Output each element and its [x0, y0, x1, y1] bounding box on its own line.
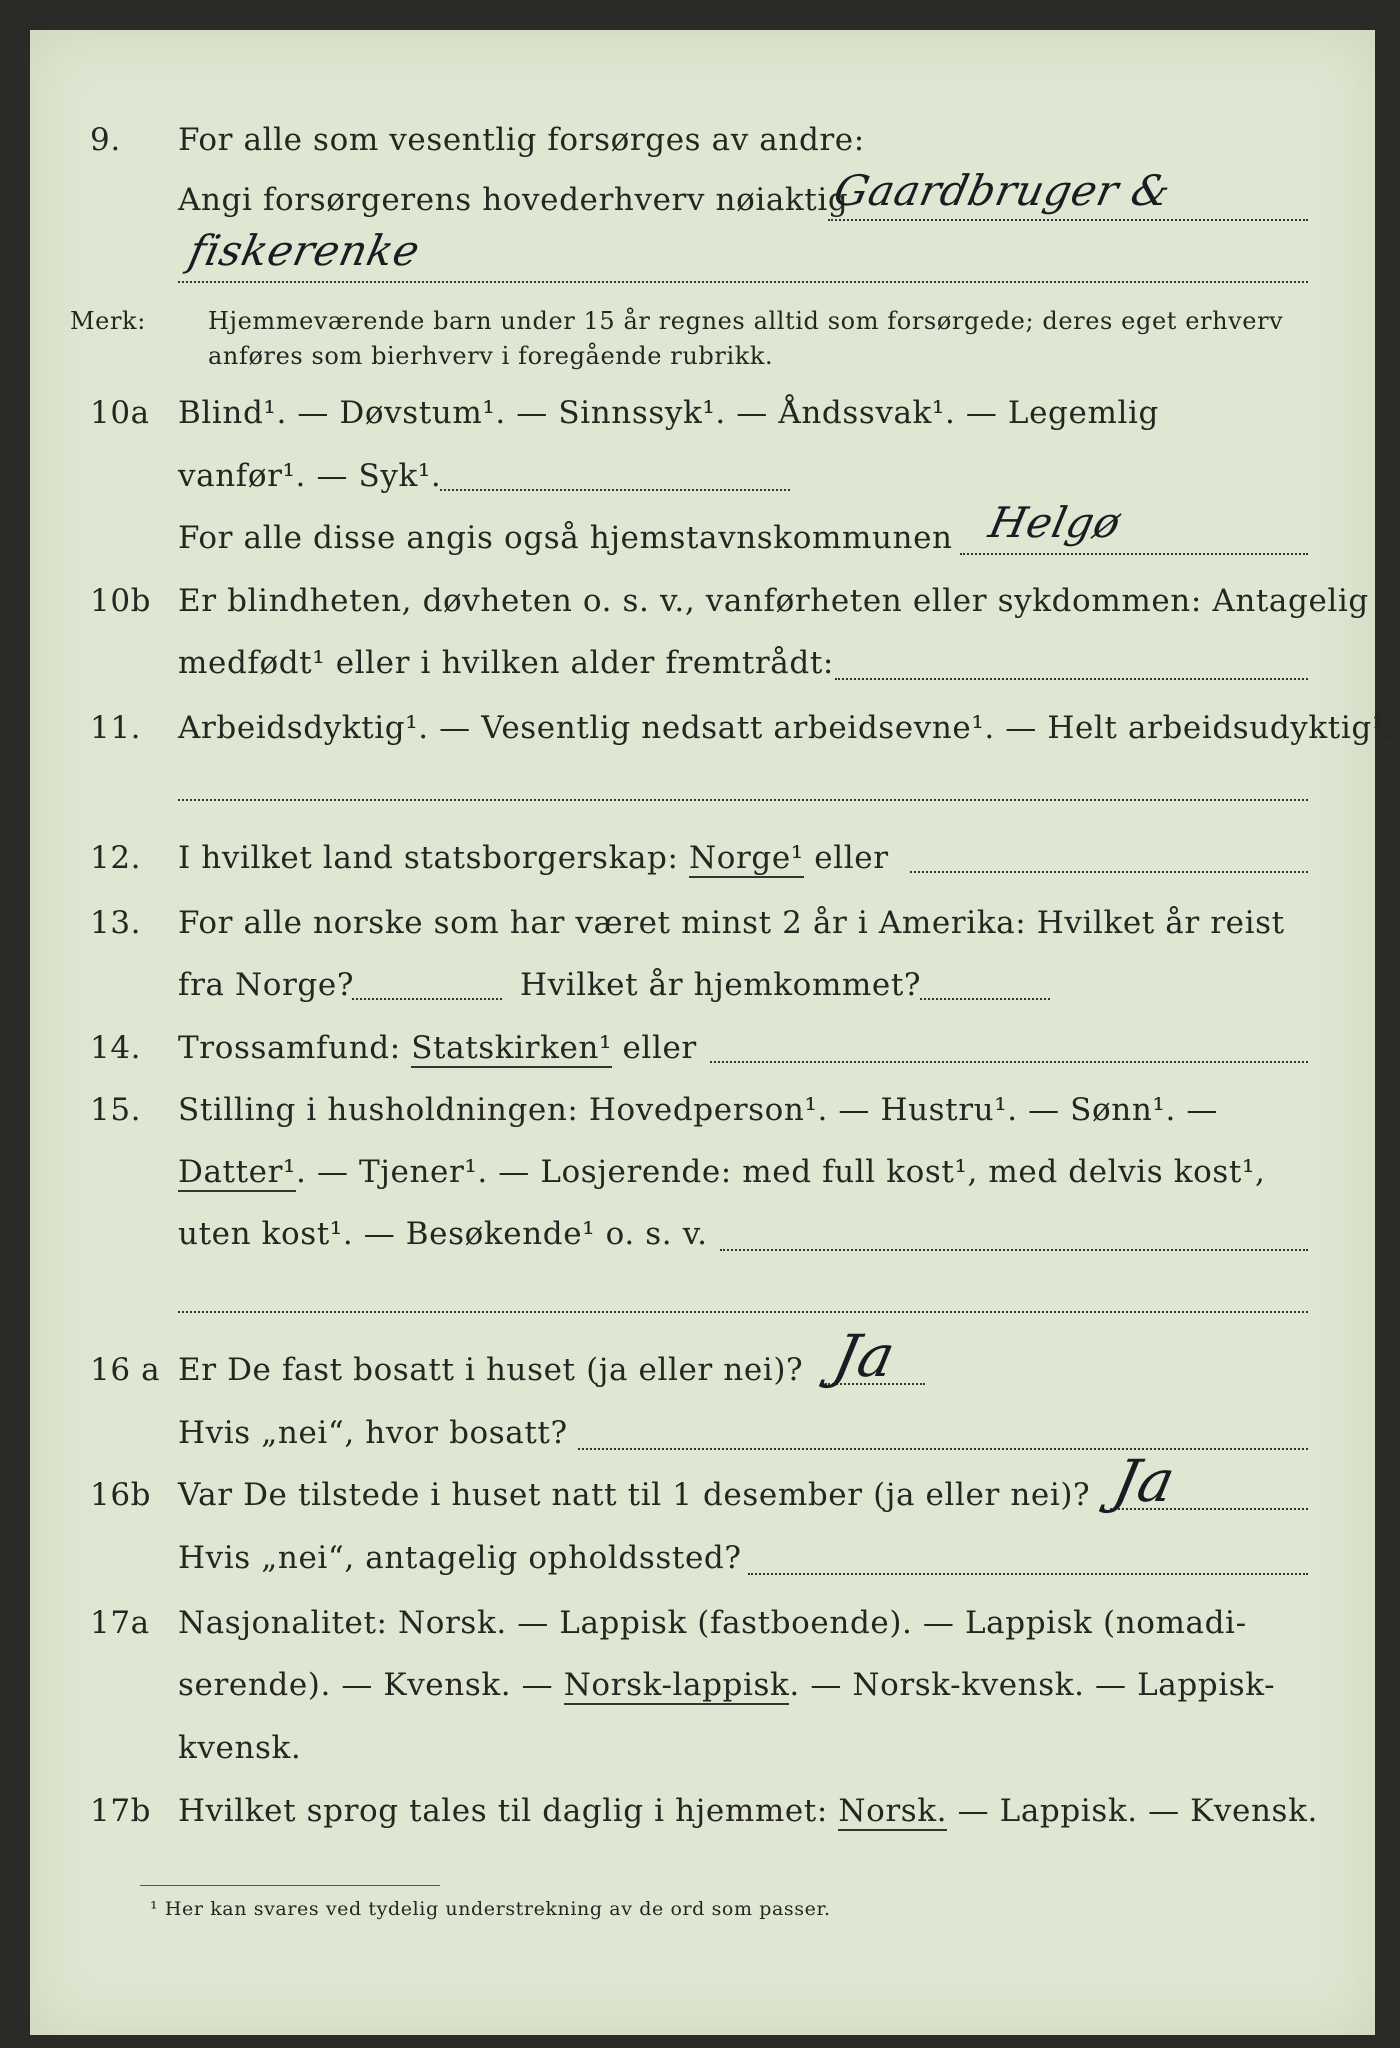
q10b-text-2: medfødt¹ eller i hvilken alder fremtrådt:: [178, 645, 834, 681]
q14-answer-underlined: Statskirken¹: [411, 1030, 613, 1066]
q9-text-2: Angi forsørgerens hovederhverv nøiaktig: [178, 182, 849, 218]
q15-answer-underlined: Datter¹: [178, 1154, 297, 1190]
q17b-answer-underlined: Norsk.: [838, 1793, 948, 1829]
q17a-text-2a: serende). — Kvensk. —: [178, 1667, 554, 1703]
footnote-rule: [140, 1885, 440, 1886]
q17a-number: 17a: [90, 1605, 150, 1641]
q12-number: 12.: [90, 840, 142, 876]
q15-number: 15.: [90, 1092, 142, 1128]
q11-text-1: Arbeidsdyktig¹. — Vesentlig nedsatt arbeidsevne¹. — Helt arbeidsudyktig¹.: [178, 710, 1396, 746]
q12-answer-line: [910, 870, 1308, 873]
q15-answer-line-2: [178, 1310, 1308, 1313]
q12-text: [178, 840, 889, 876]
q9-handwritten-answer-2: fiskerenke: [184, 226, 425, 275]
merk-text-2: anføres som bierhverv i foregående rubrikk.: [208, 342, 774, 370]
q17a-text-1: Nasjonalitet: Norsk. — Lappisk (fastboende). — Lappisk (nomadi-: [178, 1605, 1247, 1641]
q10a-number: 10a: [90, 395, 150, 431]
q10a-text-1: Blind¹. — Døvstum¹. — Sinnssyk¹. — Åndssvak¹. — Legemlig: [178, 395, 1159, 431]
q14-text-c: eller: [622, 1030, 697, 1066]
q14-answer-line: [710, 1060, 1308, 1063]
q14-number: 14.: [90, 1030, 142, 1066]
q15-text-2: [178, 1154, 1265, 1190]
q9-answer-line-2: [178, 280, 1308, 283]
footnote-mark: ¹: [150, 1898, 159, 1920]
q17a-text-3: kvensk.: [178, 1730, 302, 1766]
q15-text-2b: . — Tjener¹. — Losjerende: med full kost¹, med delvis kost¹,: [296, 1154, 1266, 1190]
q10a-answer-line: [960, 552, 1308, 555]
q9-text-1: For alle som vesentlig forsørges av andre:: [178, 122, 865, 158]
q11-number: 11.: [90, 710, 142, 746]
q10a-text-2: vanfør¹. — Syk¹.: [178, 458, 442, 494]
q16a-bosatt-line: [578, 1447, 1308, 1450]
q16a-number: 16 a: [90, 1352, 161, 1388]
q10b-text-1: Er blindheten, døvheten o. s. v., vanførheten eller sykdommen: Antagelig: [178, 583, 1369, 619]
q10a-handwritten-answer: Helgø: [984, 498, 1126, 547]
q16b-handwritten-answer: Ja: [1107, 1447, 1182, 1515]
q12-answer-underlined: Norge¹: [689, 840, 804, 876]
q15-answer-line: [720, 1248, 1308, 1251]
q10b-answer-line: [835, 677, 1308, 680]
q10b-number: 10b: [90, 583, 152, 619]
footnote-text-wrap: [150, 1898, 831, 1920]
census-form-page: [30, 30, 1396, 2035]
q17a-text-2: [178, 1667, 1275, 1703]
q12-text-a: I hvilket land statsborgerskap:: [178, 840, 679, 876]
q13-number: 13.: [90, 905, 142, 941]
q16b-number: 16b: [90, 1477, 152, 1513]
q16a-text-2: Hvis „nei“, hvor bosatt?: [178, 1415, 568, 1451]
q13-text-1: For alle norske som har været minst 2 år i Amerika: Hvilket år reist: [178, 905, 1285, 941]
merk-text-1: Hjemmeværende barn under 15 år regnes alltid som forsørgede; deres eget erhverv: [208, 307, 1284, 335]
q17b-text-c: — Lappisk. — Kvensk.: [957, 1793, 1318, 1829]
q16b-text-1: Var De tilstede i huset natt til 1 desember (ja eller nei)?: [178, 1477, 1091, 1513]
q14-text-a: Trossamfund:: [178, 1030, 401, 1066]
q17a-text-2c: . — Norsk-kvensk. — Lappisk-: [789, 1667, 1276, 1703]
q15-text-1: Stilling i husholdningen: Hovedperson¹. — Hustru¹. — Sønn¹. —: [178, 1092, 1218, 1128]
q16a-handwritten-answer: Ja: [827, 1322, 902, 1390]
q17b-text-a: Hvilket sprog tales til daglig i hjemmet:: [178, 1793, 828, 1829]
q13-reist-line: [352, 997, 502, 1000]
q16b-opholdssted-line: [748, 1572, 1308, 1575]
q10a-syk-line: [440, 488, 790, 491]
q14-text: [178, 1030, 697, 1066]
q13-text-2b: Hvilket år hjemkommet?: [520, 967, 922, 1003]
q11-answer-line: [178, 798, 1308, 801]
merk-label: Merk:: [70, 307, 146, 335]
q16a-text-1: Er De fast bosatt i huset (ja eller nei)?: [178, 1352, 804, 1388]
footnote-text: Her kan svares ved tydelig understrekning av de ord som passer.: [164, 1898, 831, 1920]
q17b-number: 17b: [90, 1793, 152, 1829]
q16b-text-2: Hvis „nei“, antagelig opholdssted?: [178, 1540, 742, 1576]
q15-text-3: uten kost¹. — Besøkende¹ o. s. v.: [178, 1216, 708, 1252]
q13-text-2a: fra Norge?: [178, 967, 355, 1003]
q9-answer-line: [828, 218, 1308, 221]
q17a-answer-underlined: Norsk-lappisk: [563, 1667, 790, 1703]
q17b-text: [178, 1793, 1318, 1829]
q12-text-c: eller: [814, 840, 889, 876]
q13-hjemkommet-line: [920, 997, 1050, 1000]
q10a-text-3: For alle disse angis også hjemstavnskommunen: [178, 520, 953, 556]
q9-handwritten-answer-1: Gaardbruger &: [829, 166, 1176, 215]
q9-number: 9.: [90, 122, 121, 158]
